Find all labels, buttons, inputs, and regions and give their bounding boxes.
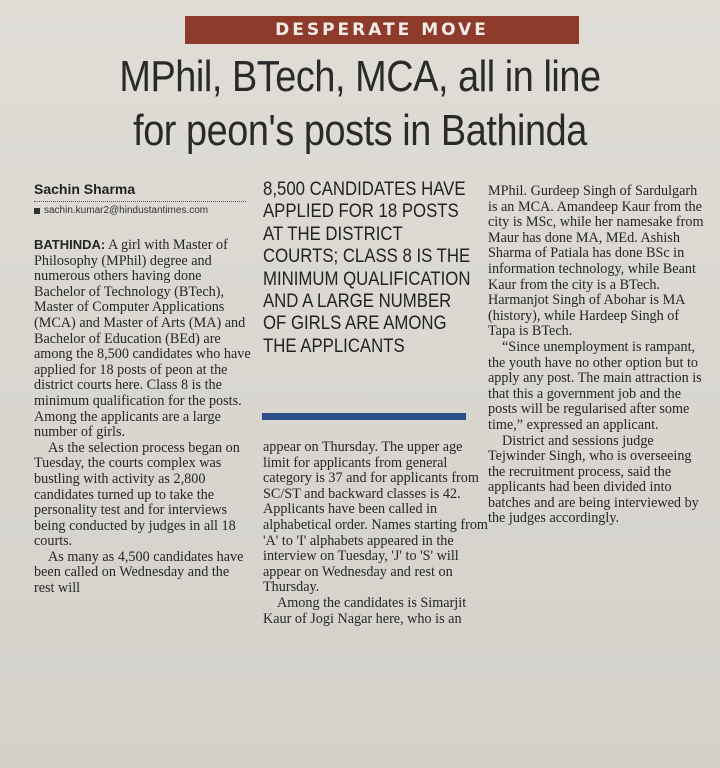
paragraph (34, 237, 252, 441)
pull-quote-rule (262, 413, 466, 420)
paragraph: As many as 4,500 candidates have been called on Wednesday and the rest will (34, 548, 244, 597)
paragraph: As the selection process began on Tuesday, the courts complex was bustling with activity as 2,800 candidates turned up to take the personality test and for interviews being conducted by judges in all 18 courts. (34, 439, 240, 550)
article-column-3 (488, 184, 708, 527)
paragraph-text: A girl with Master of Philosophy (MPhil) degree and numerous others having done Bachelor of Technology (BTech), Master of Computer Applications (MCA) and Master of Arts (MA) and Bachelor of Education (BEd) are among the 8,500 candidates who have applied for 18 posts of peon at the district courts here. Class 8 is the minimum qualification for the posts. Among the applicants are a large number of girls. (34, 237, 251, 441)
paragraph: District and sessions judge Tejwinder Singh, who is overseeing the recruitment process, said the applicants had been divided into batches and are being interviewed by the judges accordingly. (488, 432, 699, 527)
author-name: Sachin Sharma (34, 181, 136, 197)
author-email-row (34, 205, 250, 216)
byline (34, 181, 250, 216)
byline-divider (34, 201, 246, 202)
headline-line-2: for peon's posts in Bathinda (133, 106, 587, 155)
article-column-1 (34, 237, 252, 597)
paragraph: Among the candidates is Simarjit Kaur of Jogi Nagar here, who is an (263, 594, 467, 627)
square-bullet-icon (34, 208, 40, 214)
article-column-2 (263, 440, 488, 627)
author-email: sachin.kumar2@hindustantimes.com (44, 205, 209, 216)
pull-quote: 8,500 CANDIDATES HAVE APPLIED FOR 18 POSTS AT THE DISTRICT COURTS; CLASS 8 IS THE MINIMUM QUALIFICATION AND A LARGE NUMBER OF GIRLS ARE AMONG THE APPLICANTS (263, 178, 471, 357)
kicker-banner: DESPERATE MOVE (185, 16, 579, 44)
headline-line-1: MPhil, BTech, MCA, all in line (119, 52, 601, 101)
paragraph: MPhil. Gurdeep Singh of Sardulgarh is an MCA. Amandeep Kaur from the city is MSc, while her namesake from Maur has done MA, MEd. Ashish Sharma of Patiala has done BSc in information technology, while Beant Kaur from the city is a BTech. Harmanjot Singh of Abohar is MA (history), while Hardeep Singh of Tapa is BTech. (488, 183, 704, 340)
paragraph: appear on Thursday. The upper age limit for applicants from general category is 37 and for applicants from SC/ST and backward classes is 42. Applicants have been called in alphabetical order. Names starting from 'A' to 'I' alphabets appeared in the interview on Tuesday, 'J' to 'S' will appear on Wednesday and rest on Thursday. (263, 439, 488, 596)
dateline: BATHINDA: (34, 237, 106, 252)
paragraph: “Since unemployment is rampant, the youth have no other option but to apply any post. The main attraction is that this a government job and the posts will be regularised after some time,” expressed an applicant. (488, 338, 702, 433)
headline (85, 50, 635, 158)
